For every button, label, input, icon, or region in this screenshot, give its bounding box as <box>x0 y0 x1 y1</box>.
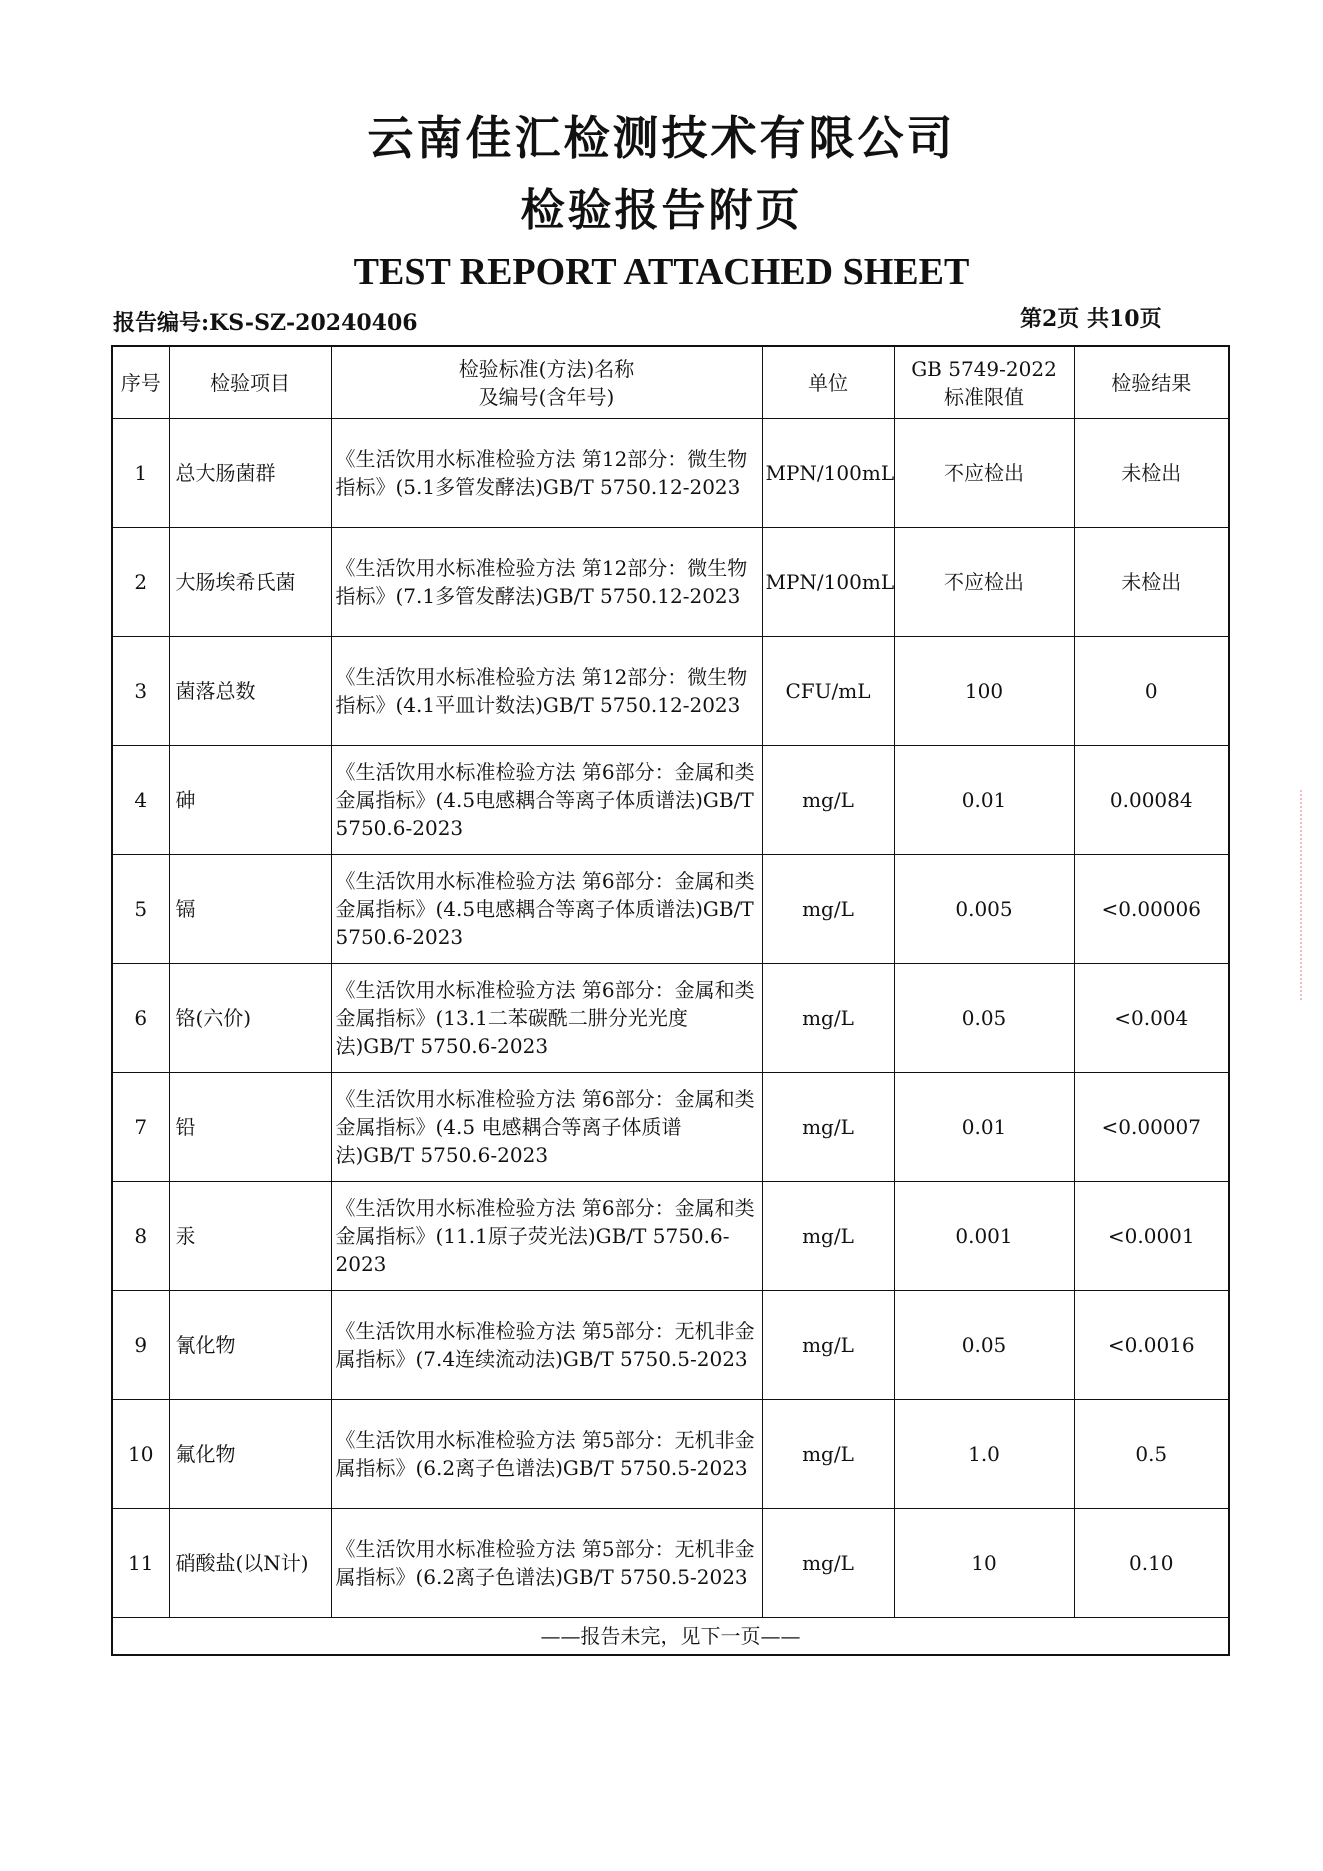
cell-method: 《生活饮用水标准检验方法 第6部分：金属和类金属指标》(11.1原子荧光法)GB/T 5750.6-2023 <box>331 1182 762 1291</box>
header-no: 序号 <box>112 346 169 419</box>
cell-limit: 1.0 <box>894 1400 1074 1509</box>
cell-item: 砷 <box>169 746 331 855</box>
cell-no: 11 <box>112 1509 169 1618</box>
cell-no: 3 <box>112 637 169 746</box>
cell-result: 0.10 <box>1074 1509 1229 1618</box>
cell-unit: mg/L <box>762 1073 894 1182</box>
cell-item: 总大肠菌群 <box>169 419 331 528</box>
cell-no: 10 <box>112 1400 169 1509</box>
cell-result: 0 <box>1074 637 1229 746</box>
table-row <box>112 855 1229 964</box>
footer-row <box>112 1618 1229 1656</box>
cell-result: 0.5 <box>1074 1400 1229 1509</box>
table-row <box>112 419 1229 528</box>
cell-item: 铅 <box>169 1073 331 1182</box>
cell-limit: 不应检出 <box>894 419 1074 528</box>
company-name: 云南佳汇检测技术有限公司 <box>367 111 956 165</box>
table-row <box>112 528 1229 637</box>
cell-limit: 0.01 <box>894 746 1074 855</box>
cell-method: 《生活饮用水标准检验方法 第12部分：微生物指标》(7.1多管发酵法)GB/T 5750.12-2023 <box>331 528 762 637</box>
cell-no: 2 <box>112 528 169 637</box>
cell-method: 《生活饮用水标准检验方法 第12部分：微生物指标》(4.1平皿计数法)GB/T 5750.12-2023 <box>331 637 762 746</box>
cell-result: <0.00007 <box>1074 1073 1229 1182</box>
cell-method: 《生活饮用水标准检验方法 第5部分：无机非金属指标》(7.4连续流动法)GB/T 5750.5-2023 <box>331 1291 762 1400</box>
cell-item: 大肠埃希氏菌 <box>169 528 331 637</box>
report-number: 报告编号:KS-SZ-20240406 <box>113 310 418 336</box>
cell-unit: mg/L <box>762 964 894 1073</box>
cell-result: 未检出 <box>1074 419 1229 528</box>
cell-method: 《生活饮用水标准检验方法 第6部分：金属和类金属指标》(4.5 电感耦合等离子体质谱法)GB/T 5750.6-2023 <box>331 1073 762 1182</box>
cell-item: 菌落总数 <box>169 637 331 746</box>
cell-method: 《生活饮用水标准检验方法 第12部分：微生物指标》(5.1多管发酵法)GB/T 5750.12-2023 <box>331 419 762 528</box>
cell-result: <0.00006 <box>1074 855 1229 964</box>
table-row <box>112 1291 1229 1400</box>
cell-item: 铬(六价) <box>169 964 331 1073</box>
header-method <box>331 346 762 419</box>
cell-result: 未检出 <box>1074 528 1229 637</box>
table-header-row <box>112 346 1229 419</box>
cell-no: 8 <box>112 1182 169 1291</box>
cell-unit: CFU/mL <box>762 637 894 746</box>
cell-limit: 100 <box>894 637 1074 746</box>
table-row <box>112 1509 1229 1618</box>
header-result: 检验结果 <box>1074 346 1229 419</box>
header-limit-line1: GB 5749-2022 <box>911 356 1057 381</box>
cell-method: 《生活饮用水标准检验方法 第5部分：无机非金属指标》(6.2离子色谱法)GB/T 5750.5-2023 <box>331 1400 762 1509</box>
cell-unit: mg/L <box>762 1182 894 1291</box>
cell-result: <0.0001 <box>1074 1182 1229 1291</box>
cell-no: 7 <box>112 1073 169 1182</box>
cell-unit: mg/L <box>762 1400 894 1509</box>
header-item: 检验项目 <box>169 346 331 419</box>
report-subtitle: 检验报告附页 <box>520 185 803 236</box>
continuation-note: ——报告未完，见下一页—— <box>112 1618 1229 1656</box>
header-unit: 单位 <box>762 346 894 419</box>
cell-item: 镉 <box>169 855 331 964</box>
cell-method: 《生活饮用水标准检验方法 第5部分：无机非金属指标》(6.2离子色谱法)GB/T 5750.5-2023 <box>331 1509 762 1618</box>
cell-limit: 0.01 <box>894 1073 1074 1182</box>
cell-limit: 0.05 <box>894 964 1074 1073</box>
cell-result: 0.00084 <box>1074 746 1229 855</box>
cell-item: 硝酸盐(以N计) <box>169 1509 331 1618</box>
cell-unit: mg/L <box>762 746 894 855</box>
table-row <box>112 1073 1229 1182</box>
cell-unit: mg/L <box>762 1291 894 1400</box>
cell-result: <0.0016 <box>1074 1291 1229 1400</box>
seal-stamp-edge <box>1300 790 1322 1000</box>
cell-item: 汞 <box>169 1182 331 1291</box>
cell-unit: mg/L <box>762 855 894 964</box>
cell-limit: 不应检出 <box>894 528 1074 637</box>
cell-item: 氰化物 <box>169 1291 331 1400</box>
page-info: 第2页 共10页 <box>1020 306 1162 332</box>
table-row <box>112 964 1229 1073</box>
table-row <box>112 746 1229 855</box>
cell-no: 1 <box>112 419 169 528</box>
cell-no: 5 <box>112 855 169 964</box>
cell-method: 《生活饮用水标准检验方法 第6部分：金属和类金属指标》(13.1二苯碳酰二肼分光光度法)GB/T 5750.6-2023 <box>331 964 762 1073</box>
cell-unit: mg/L <box>762 1509 894 1618</box>
cell-no: 4 <box>112 746 169 855</box>
cell-limit: 0.05 <box>894 1291 1074 1400</box>
cell-method: 《生活饮用水标准检验方法 第6部分：金属和类金属指标》(4.5电感耦合等离子体质谱法)GB/T 5750.6-2023 <box>331 855 762 964</box>
cell-item: 氟化物 <box>169 1400 331 1509</box>
results-table <box>111 345 1230 1656</box>
cell-unit: MPN/100mL <box>762 528 894 637</box>
header-limit <box>894 346 1074 419</box>
table-row <box>112 1400 1229 1509</box>
cell-no: 9 <box>112 1291 169 1400</box>
cell-result: <0.004 <box>1074 964 1229 1073</box>
table-row <box>112 637 1229 746</box>
table-row <box>112 1182 1229 1291</box>
english-title: TEST REPORT ATTACHED SHEET <box>353 251 970 293</box>
cell-no: 6 <box>112 964 169 1073</box>
header-limit-line2: 标准限值 <box>944 384 1024 409</box>
cell-unit: MPN/100mL <box>762 419 894 528</box>
cell-limit: 0.001 <box>894 1182 1074 1291</box>
cell-method: 《生活饮用水标准检验方法 第6部分：金属和类金属指标》(4.5电感耦合等离子体质谱法)GB/T 5750.6-2023 <box>331 746 762 855</box>
header-method-line1: 检验标准(方法)名称 <box>458 356 635 381</box>
cell-limit: 10 <box>894 1509 1074 1618</box>
cell-limit: 0.005 <box>894 855 1074 964</box>
header-method-line2: 及编号(含年号) <box>478 384 615 409</box>
